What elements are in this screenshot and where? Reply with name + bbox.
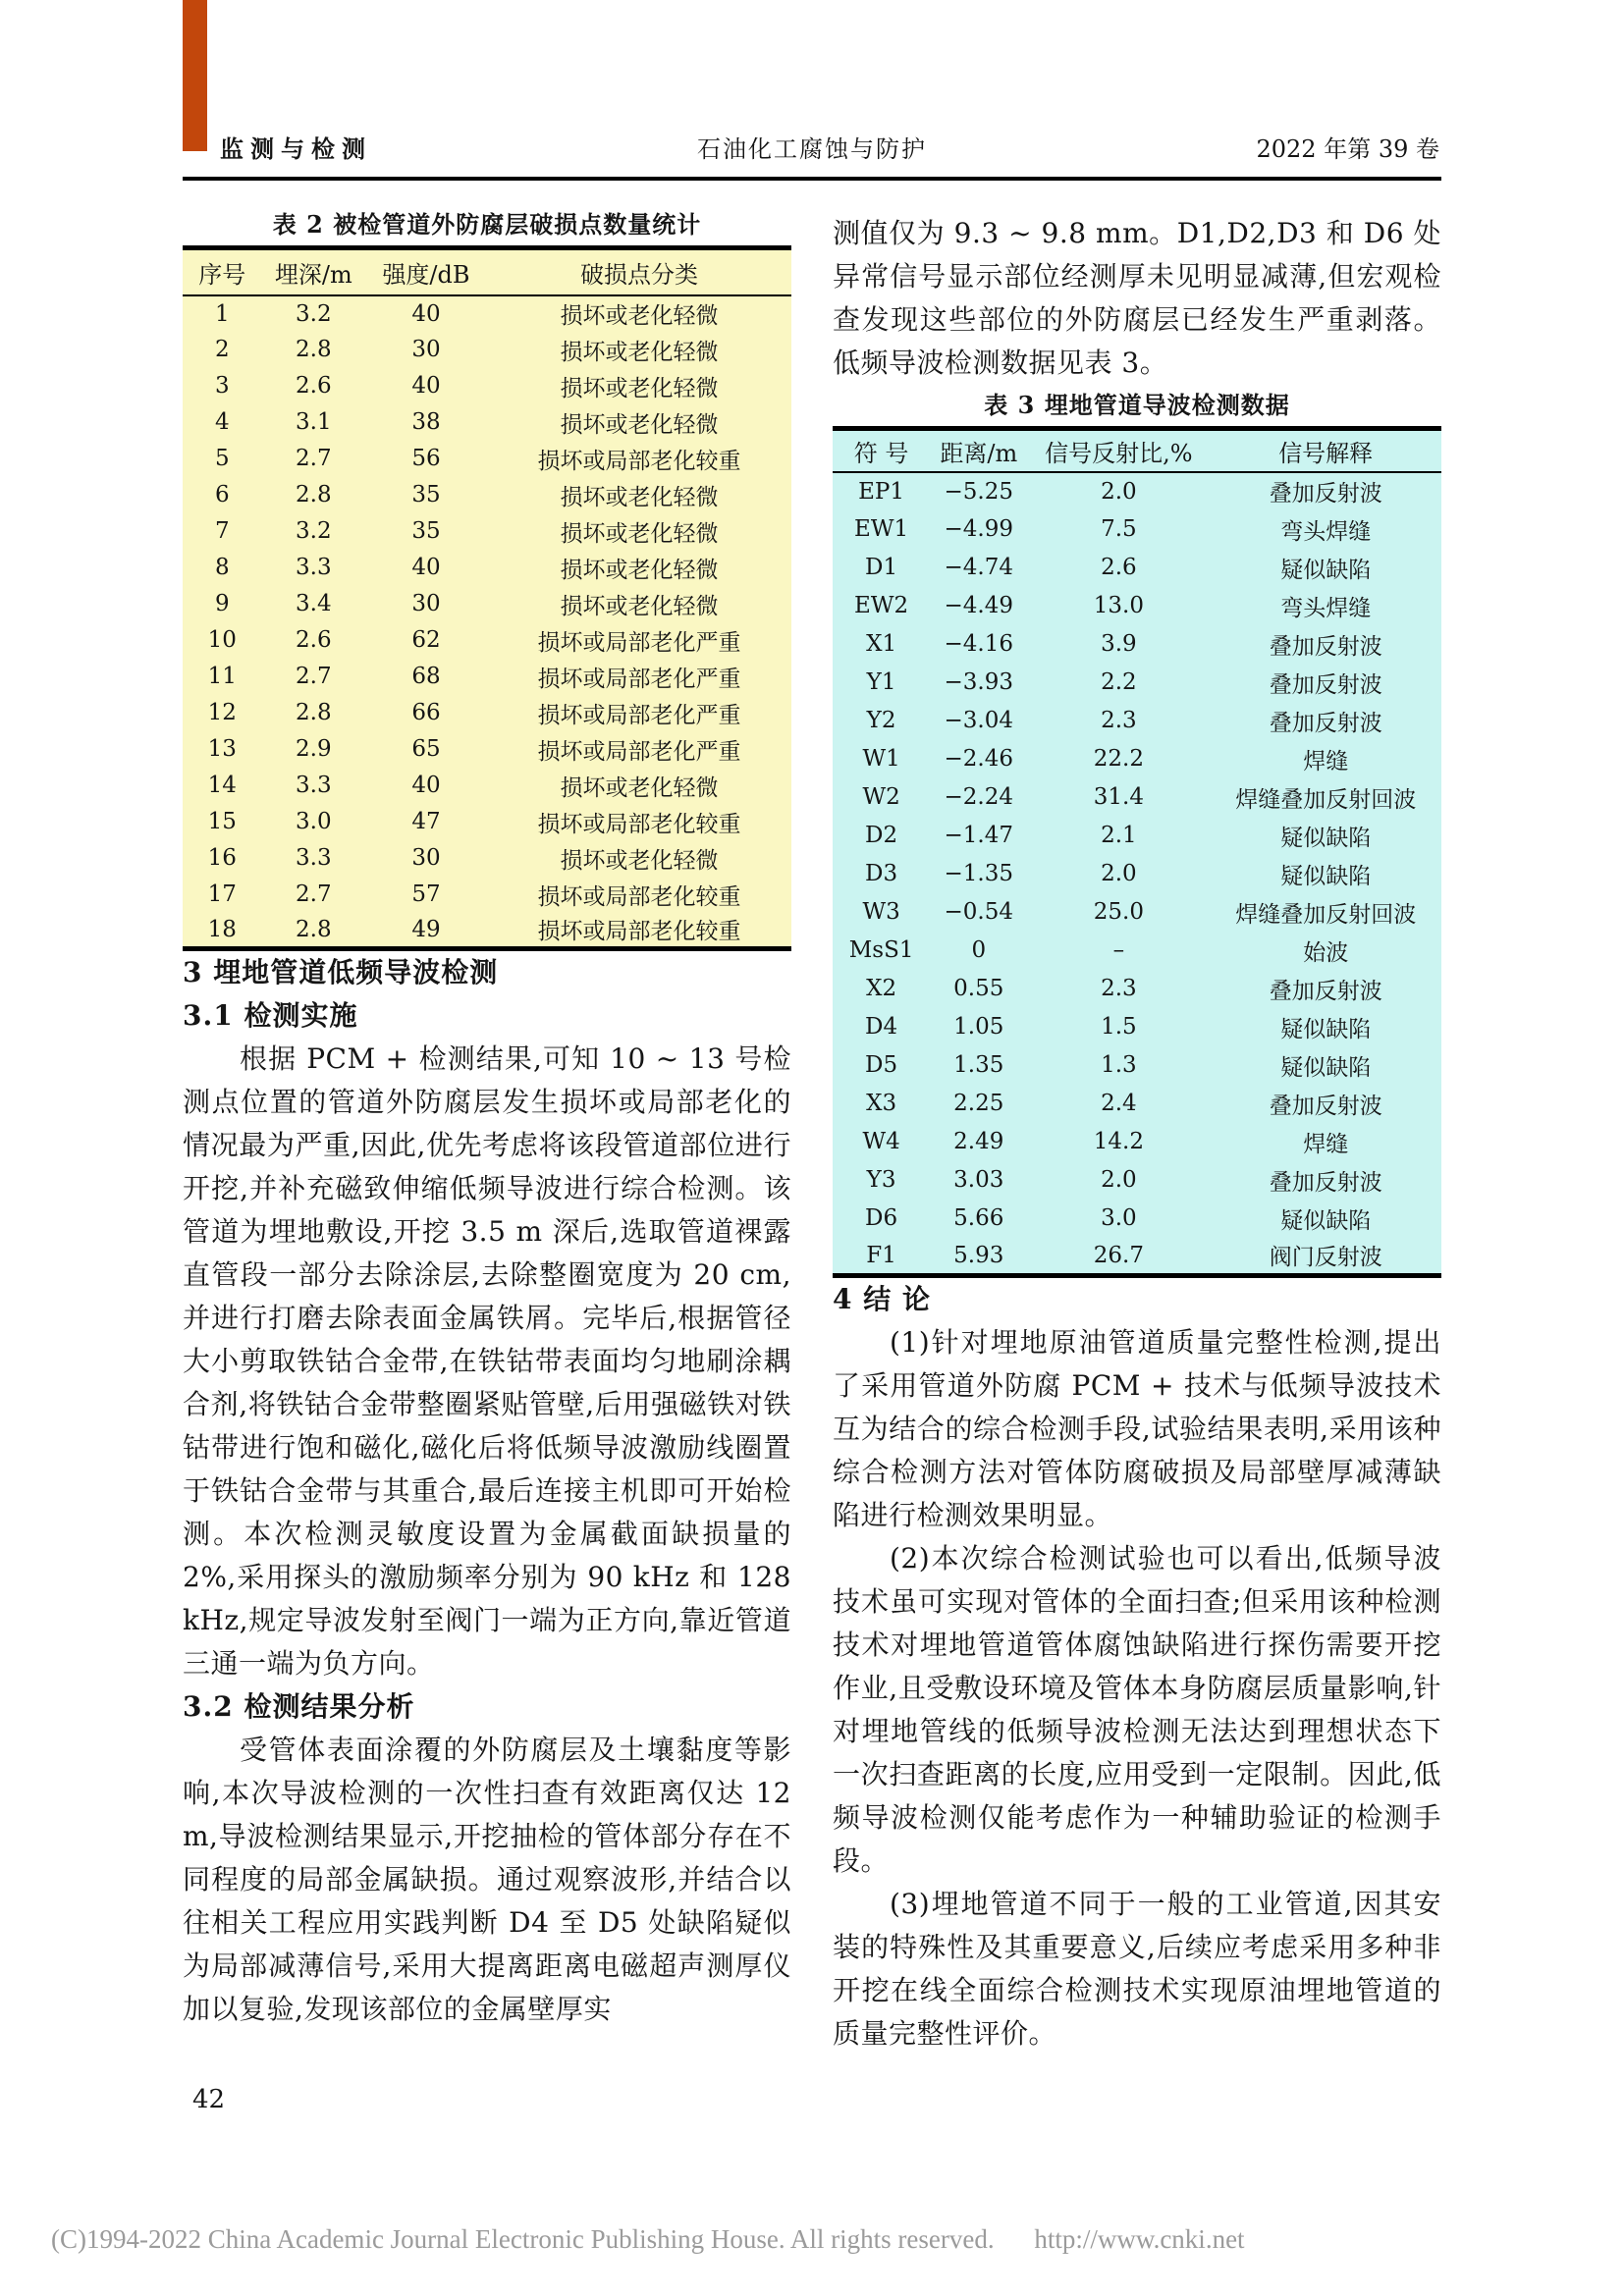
table-cell: MsS1 — [848, 937, 914, 963]
table-cell: W4 — [862, 1129, 900, 1154]
table-cell: 2 — [214, 337, 230, 362]
table-cell: 12 — [207, 700, 237, 725]
table-header-cell: 埋深/m — [274, 260, 352, 289]
table-cell: 2.4 — [1101, 1091, 1137, 1116]
table-cell: 2.8 — [296, 337, 332, 362]
table-row — [183, 913, 791, 949]
table-cell: 3.3 — [296, 845, 332, 871]
running-head-section: 监测与检测 — [220, 134, 372, 163]
table-cell: Y2 — [866, 708, 896, 733]
table-row — [183, 404, 791, 441]
table-cell: 11 — [207, 664, 237, 689]
table-cell: 3.3 — [296, 555, 332, 580]
table-cell: 叠加反射波 — [1269, 633, 1382, 660]
table-row — [183, 477, 791, 513]
table-cell: 3.4 — [296, 591, 332, 616]
table-row — [183, 804, 791, 840]
table-cell: 损坏或老化轻微 — [560, 847, 719, 874]
table-header-cell: 序号 — [198, 260, 246, 289]
table-header-cell: 信号反射比,% — [1045, 439, 1193, 467]
table-cell: EP1 — [858, 478, 905, 505]
table-cell: EW1 — [854, 516, 909, 542]
table-cell: 62 — [411, 627, 441, 653]
accent-bar — [183, 0, 207, 151]
table-cell: 损坏或局部老化严重 — [537, 738, 741, 765]
table-cell: 叠加反射波 — [1269, 1169, 1382, 1196]
table-cell: 40 — [411, 555, 441, 580]
table-header-cell: 强度/dB — [382, 260, 470, 289]
section-3-1-paragraph: 根据 PCM + 检测结果,可知 10 ~ 13 号检测点位置的管道外防腐层发生损坏或局部老化的情况最为严重,因此,优先考虑将该段管道部位进行开挖,并补充磁致伸缩低频导波进行综合检测。该管道为埋地敷设,开挖 3.5 m 深后,选取管道裸露直管段一部分去除涂层,去除整圈宽度为 20 cm,并进行打磨去除表面金属铁屑。完毕后,根据管径大小剪取铁钴合金带,在铁钴带表面均匀地刷涂耦合剂,将铁钴合金带整圈紧贴管壁,后用强磁铁对铁钴带进行饱和磁化,磁化后将低频导波激励线圈置于铁钴合金带与其重合,最后连接主机即可开始检测。本次检测灵敏度设置为金属截面缺损量的 2%,采用探头的激励频率分别为 90 kHz 和 128 kHz,规定导波发射至阀门一端为正方向,靠近管道三通一端为负方向。 — [183, 1042, 791, 1680]
table-cell: 14 — [207, 773, 237, 798]
table-cell: 4 — [214, 409, 230, 435]
table-row — [183, 659, 791, 695]
table-cell: 1.3 — [1101, 1052, 1137, 1078]
table-header-cell: 符 号 — [853, 439, 909, 467]
table-cell: 38 — [411, 409, 441, 435]
table-cell: 2.6 — [296, 627, 332, 653]
table-cell: D4 — [865, 1014, 898, 1040]
table-cell: 焊缝 — [1303, 1131, 1349, 1157]
table-cell: 30 — [411, 845, 441, 871]
table-row — [183, 550, 791, 586]
table-cell: 2.7 — [296, 881, 332, 907]
table-cell: 损坏或老化轻微 — [560, 303, 719, 329]
table-cell: 3.0 — [296, 809, 332, 834]
left-column — [183, 210, 791, 2031]
table-cell: 焊缝叠加反射回波 — [1235, 901, 1417, 928]
table-row — [833, 1161, 1441, 1200]
table-cell: 叠加反射波 — [1269, 481, 1382, 507]
table-cell: 3.2 — [296, 300, 332, 327]
table-cell: 40 — [411, 373, 441, 399]
table-cell: −2.46 — [944, 746, 1014, 772]
table-cell: 15 — [207, 809, 237, 834]
table-cell: 2.6 — [1101, 555, 1137, 580]
table-cell: 疑似缺陷 — [1280, 863, 1372, 889]
table-cell: 17 — [207, 881, 237, 907]
table-row — [833, 510, 1441, 549]
table-row — [833, 893, 1441, 932]
table3-title: 表 3 埋地管道导波检测数据 — [984, 391, 1290, 419]
table-cell: 2.7 — [296, 664, 332, 689]
table-cell: 14.2 — [1093, 1129, 1144, 1154]
table-cell: 25.0 — [1093, 899, 1144, 925]
table-row — [833, 1123, 1441, 1161]
table-cell: 49 — [411, 916, 441, 942]
table-cell: 8 — [214, 555, 230, 580]
table-cell: D6 — [865, 1205, 898, 1231]
table-cell: 2.8 — [296, 482, 332, 507]
table-cell: 2.0 — [1101, 861, 1137, 886]
conclusion-paragraph-1: (1)针对埋地原油管道质量完整性检测,提出了采用管道外防腐 PCM + 技术与低频导波技术互为结合的综合检测手段,试验结果表明,采用该种综合检测方法对管体防腐破损及局部壁厚减薄缺陷进行检测效果明显。 — [833, 1326, 1441, 1531]
table-cell: 2.3 — [1101, 708, 1137, 733]
table-cell: −5.25 — [944, 478, 1014, 505]
table-cell: 6 — [214, 482, 230, 507]
table-cell: 7.5 — [1101, 516, 1137, 542]
table-cell: 损坏或老化轻微 — [560, 520, 719, 547]
table-row — [833, 778, 1441, 817]
section-4-heading: 4 结 论 — [833, 1283, 931, 1315]
table-row — [183, 840, 791, 877]
table-cell: 2.7 — [296, 446, 332, 471]
section-3-2-paragraph: 受管体表面涂覆的外防腐层及土壤黏度等影响,本次导波检测的一次性扫查有效距离仅达 12 m,导波检测结果显示,开挖抽检的管体部分存在不同程度的局部金属缺损。通过观察波形,并结合以往相关工程应用实践判断 D4 至 D5 处缺陷疑似为局部减薄信号,采用大提离距离电磁超声测厚仪加以复验,发现该部位的金属壁厚实 — [183, 1734, 791, 2025]
table-cell: 损坏或局部老化较重 — [537, 448, 741, 474]
table-row — [183, 695, 791, 731]
table-header-cell: 距离/m — [940, 439, 1018, 467]
table-cell: D2 — [865, 823, 898, 848]
table-cell: −4.74 — [944, 555, 1014, 580]
table-cell: −4.16 — [944, 631, 1014, 657]
table-cell: 2.9 — [296, 736, 332, 762]
table-cell: W2 — [862, 784, 900, 810]
table-cell: 损坏或老化轻微 — [560, 411, 719, 438]
running-head-journal-title: 石油化工腐蚀与防护 — [697, 135, 927, 163]
table-cell: −3.93 — [944, 669, 1014, 695]
table-cell: 2.8 — [296, 916, 332, 942]
table-cell: 疑似缺陷 — [1280, 1054, 1372, 1081]
table-cell: 损坏或局部老化较重 — [537, 811, 741, 837]
table-cell: 2.49 — [953, 1129, 1004, 1154]
table-row — [833, 472, 1441, 510]
table-cell: 31.4 — [1093, 784, 1144, 810]
table-cell: D1 — [865, 555, 898, 580]
conclusion-paragraph-2: (2)本次综合检测试验也可以看出,低频导波技术虽可实现对管体的全面扫查;但采用该种检测技术对埋地管道管体腐蚀缺陷进行探伤需要开挖作业,且受敷设环境及管体本身防腐层质量影响,针对埋地管线的低频导波检测无法达到理想状态下一次扫查距离的长度,应用受到一定限制。因此,低频导波检测仅能考虑作为一种辅助验证的检测手段。 — [833, 1542, 1441, 1877]
table-cell: −1.47 — [944, 823, 1014, 848]
section-3-1-heading: 3.1 检测实施 — [183, 999, 358, 1032]
table-cell: 13.0 — [1093, 593, 1144, 618]
table-cell: 损坏或老化轻微 — [560, 484, 719, 510]
section-3-heading: 3 埋地管道低频导波检测 — [183, 956, 499, 988]
table-cell: 30 — [411, 591, 441, 616]
table3-guided-wave-data — [833, 426, 1441, 1278]
conclusion-paragraph-3: (3)埋地管道不同于一般的工业管道,因其安装的特殊性及其重要意义,后续应考虑采用多种非开挖在线全面综合检测技术实现原油埋地管道的质量完整性评价。 — [833, 1888, 1441, 2050]
table-cell: 9 — [214, 591, 230, 616]
table-cell: 弯头焊缝 — [1280, 595, 1372, 621]
table-row — [183, 368, 791, 404]
table-cell: 1.05 — [953, 1014, 1004, 1040]
table-cell: 损坏或老化轻微 — [560, 593, 719, 619]
table2-title: 表 2 被检管道外防腐层破损点数量统计 — [272, 210, 702, 239]
header-rule — [183, 177, 1441, 181]
cnki-url: http://www.cnki.net — [1034, 2224, 1245, 2254]
table-cell: 16 — [207, 845, 237, 871]
table-cell: X1 — [866, 631, 897, 657]
table-cell: 10 — [207, 627, 237, 653]
table-cell: 65 — [411, 736, 441, 762]
table-cell: 2.0 — [1101, 1167, 1137, 1193]
table-cell: 5.66 — [953, 1205, 1004, 1231]
table-cell: 3.0 — [1101, 1205, 1137, 1231]
table-header-cell: 信号解释 — [1278, 439, 1374, 467]
table-cell: 5.93 — [953, 1242, 1004, 1268]
table-cell: 40 — [411, 773, 441, 798]
table-cell: −4.49 — [944, 593, 1014, 618]
table-header-row — [183, 248, 791, 295]
table-cell: 35 — [411, 482, 441, 507]
table-row — [183, 877, 791, 913]
table-row — [183, 441, 791, 477]
table-cell: 68 — [411, 664, 441, 689]
table-row — [833, 625, 1441, 664]
table-cell: 7 — [214, 518, 230, 544]
table-cell: 焊缝叠加反射回波 — [1235, 786, 1417, 813]
table-cell: 损坏或局部老化严重 — [537, 666, 741, 692]
table2-damage-points — [183, 245, 791, 951]
table-cell: 损坏或局部老化严重 — [537, 702, 741, 728]
table-row — [183, 586, 791, 622]
table-cell: 5 — [214, 446, 230, 471]
table-row — [833, 549, 1441, 587]
table-cell: 18 — [207, 916, 237, 942]
table-cell: 损坏或局部老化严重 — [537, 629, 741, 656]
table-cell: – — [1112, 937, 1125, 963]
table-cell: D3 — [865, 861, 898, 886]
table-row — [183, 622, 791, 659]
table-header-row — [833, 429, 1441, 472]
table-cell: 叠加反射波 — [1269, 671, 1382, 698]
table-cell: X2 — [866, 976, 897, 1001]
table-header-cell: 破损点分类 — [579, 260, 698, 289]
table-row — [833, 855, 1441, 893]
table-cell: 0 — [971, 937, 987, 963]
right-column — [833, 212, 1441, 2056]
running-head — [183, 130, 1441, 169]
table-row — [833, 1200, 1441, 1238]
table-cell: 3.1 — [296, 409, 332, 435]
table-cell: 26.7 — [1093, 1242, 1144, 1268]
table-row — [833, 664, 1441, 702]
table-cell: −4.99 — [944, 516, 1014, 542]
table-cell: 损坏或老化轻微 — [560, 339, 719, 365]
table-cell: 疑似缺陷 — [1280, 825, 1372, 851]
table-cell: 0.55 — [953, 976, 1004, 1001]
section-3-2-heading: 3.2 检测结果分析 — [183, 1690, 415, 1723]
table-cell: 1.35 — [953, 1052, 1004, 1078]
table-cell: 47 — [411, 809, 441, 834]
table-cell: 叠加反射波 — [1269, 978, 1382, 1004]
table-cell: 疑似缺陷 — [1280, 1016, 1372, 1042]
table-cell: W1 — [862, 746, 900, 772]
table-cell: 损坏或局部老化较重 — [537, 919, 741, 945]
table-cell: 22.2 — [1093, 746, 1144, 772]
table-cell: Y3 — [866, 1167, 896, 1193]
table-cell: 40 — [411, 300, 441, 327]
table-cell: F1 — [866, 1242, 896, 1268]
table-row — [833, 702, 1441, 740]
table-row — [183, 295, 791, 332]
table-cell: D5 — [865, 1052, 898, 1078]
table-cell: 35 — [411, 518, 441, 544]
table-cell: 3.3 — [296, 773, 332, 798]
table-cell: −1.35 — [944, 861, 1014, 886]
table-cell: 损坏或老化轻微 — [560, 774, 719, 801]
table-row — [183, 332, 791, 368]
table-row — [183, 768, 791, 804]
table-row — [183, 731, 791, 768]
table-row — [833, 932, 1441, 970]
table-row — [183, 513, 791, 550]
table-cell: 焊缝 — [1303, 748, 1349, 774]
table-row — [833, 817, 1441, 855]
table-cell: 3.9 — [1101, 631, 1137, 657]
table-cell: 弯头焊缝 — [1280, 518, 1372, 545]
table-cell: 13 — [207, 736, 237, 762]
table-row — [833, 1008, 1441, 1046]
table-row — [833, 970, 1441, 1008]
table-cell: X3 — [866, 1091, 897, 1116]
table-cell: 疑似缺陷 — [1280, 1207, 1372, 1234]
running-head-volume: 2022 年第 39 卷 — [1256, 135, 1439, 163]
table-cell: 2.3 — [1101, 976, 1137, 1001]
table-cell: 2.25 — [953, 1091, 1004, 1116]
table-cell: 66 — [411, 700, 441, 725]
table-cell: 56 — [411, 446, 441, 471]
table-cell: 1.5 — [1101, 1014, 1137, 1040]
table-row — [833, 740, 1441, 778]
table-cell: 疑似缺陷 — [1280, 557, 1372, 583]
table-cell: 2.6 — [296, 373, 332, 399]
table-row — [833, 1085, 1441, 1123]
table-cell: Y1 — [866, 669, 896, 695]
table-row — [833, 587, 1441, 625]
table-cell: 始波 — [1303, 939, 1349, 966]
table-cell: 损坏或老化轻微 — [560, 557, 719, 583]
table-cell: −0.54 — [944, 899, 1014, 925]
table-cell: 30 — [411, 337, 441, 362]
table-cell: 1 — [214, 300, 230, 327]
copyright-text: (C)1994-2022 China Academic Journal Electronic Publishing House. All rights reserved. — [51, 2224, 995, 2254]
table-cell: 阀门反射波 — [1269, 1245, 1382, 1271]
copyright-footer — [51, 2224, 1583, 2255]
table-cell: 57 — [411, 881, 441, 907]
table-cell: 损坏或老化轻微 — [560, 375, 719, 401]
table-cell: 3.2 — [296, 518, 332, 544]
table-cell: −3.04 — [944, 708, 1014, 733]
table-cell: 叠加反射波 — [1269, 710, 1382, 736]
table-cell: 2.8 — [296, 700, 332, 725]
table-cell: 2.1 — [1101, 823, 1137, 848]
table-cell: 3.03 — [953, 1167, 1004, 1193]
table-cell: 叠加反射波 — [1269, 1093, 1382, 1119]
continuation-paragraph: 测值仅为 9.3 ~ 9.8 mm。D1,D2,D3 和 D6 处异常信号显示部位经测厚未见明显减薄,但宏观检查发现这些部位的外防腐层已经发生严重剥落。低频导波检测数据见表 3。 — [833, 217, 1441, 379]
table-cell: 3 — [214, 373, 230, 399]
table-cell: W3 — [862, 899, 900, 925]
table-row — [833, 1046, 1441, 1085]
page-number: 42 — [192, 2085, 226, 2114]
table-cell: 2.0 — [1101, 478, 1137, 505]
table-cell: −2.24 — [944, 784, 1014, 810]
table-cell: EW2 — [854, 593, 909, 618]
table-row — [833, 1238, 1441, 1276]
table-cell: 损坏或局部老化较重 — [537, 883, 741, 910]
table-cell: 2.2 — [1101, 669, 1137, 695]
